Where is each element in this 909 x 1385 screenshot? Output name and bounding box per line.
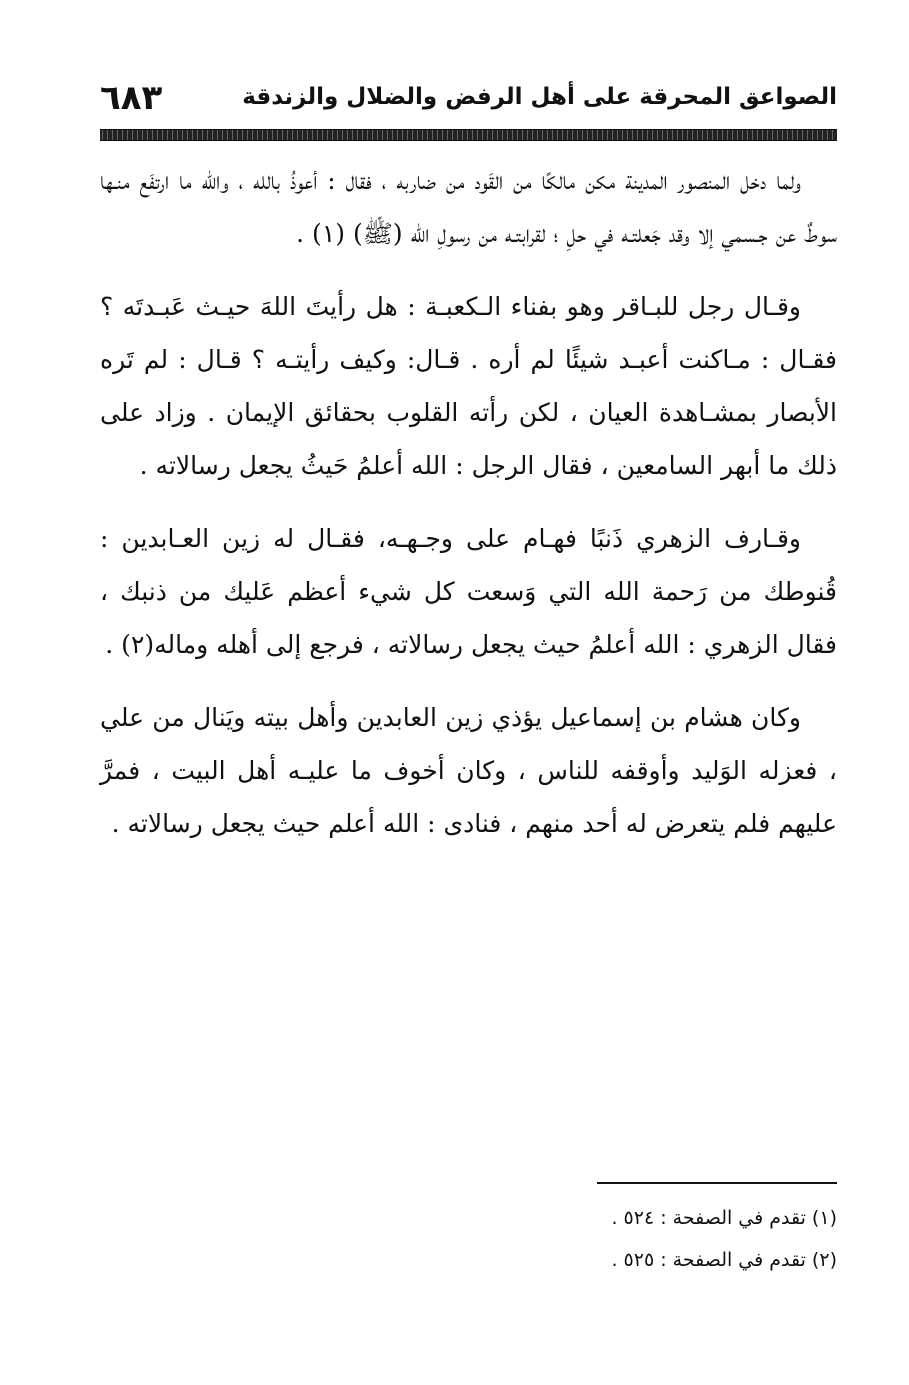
- footnotes: [337, 1197, 837, 1281]
- page-number: ٦٨٣: [100, 78, 163, 118]
- footnote-2: (٢) تقدم في الصفحة : ٥٢٥ .: [611, 1249, 837, 1271]
- paragraph-4: وكان هشام بن إسماعيل يؤذي زين العابدين وأهل بيته ويَنال من علي ، فعزله الوَليد وأوقفه للناس ، وكان أخوف ما عليـه أهل البيت ، فمرَّ عليهم فلم يتعرض له أحد منهم ، فنادى : الله أعلم حيث يجعل رسالاته .: [100, 703, 837, 838]
- paragraph-1: ولما دخل المنصور المدينة مكن مالكًا من القَود من ضاربه ، فقال : أعوذُ بالله ، والله ما ارتفَع منـها سوطٌ عن جـسمي إلا وقد جَعلتـه في حلِ ؛ لقرابتـه من رسولِ الله (ﷺ) (١) .: [100, 166, 837, 248]
- header-divider: [100, 129, 837, 141]
- footnote-divider: [597, 1182, 837, 1184]
- paragraph-2: وقـال رجل للبـاقر وهو بفناء الـكعبـة : هل رأيتَ اللهَ حيـث عَبـدتَه ؟ فقـال : مـاكنت أعبـد شيئًا لم أره . قـال: وكيف رأيتـه ؟ قـال : لم تَره الأبصار بمشـاهدة العيان ، لكن رأته القلوب بحقائق الإيمان . وزاد على ذلك ما أبهر السامعين ، فقال الرجل : الله أعلمُ حَيثُ يجعل رسالاته .: [100, 292, 837, 480]
- main-text: [100, 154, 837, 850]
- running-title: الصواعق المحرقة على أهل الرفض والضلال والزندقة: [242, 84, 837, 110]
- page-header: [100, 80, 837, 124]
- paragraph-3: وقـارف الزهري ذَنبًا فهـام على وجـهـه، فقـال له زين العـابدين : قُنوطك من رَحمة الله التي وَسعت كل شيء أعظم عَليك من ذنبك ، فقال الزهري : الله أعلمُ حيث يجعل رسالاته ، فرجع إلى أهله وماله(٢) .: [100, 524, 837, 659]
- footnote-1: (١) تقدم في الصفحة : ٥٢٤ .: [611, 1207, 837, 1229]
